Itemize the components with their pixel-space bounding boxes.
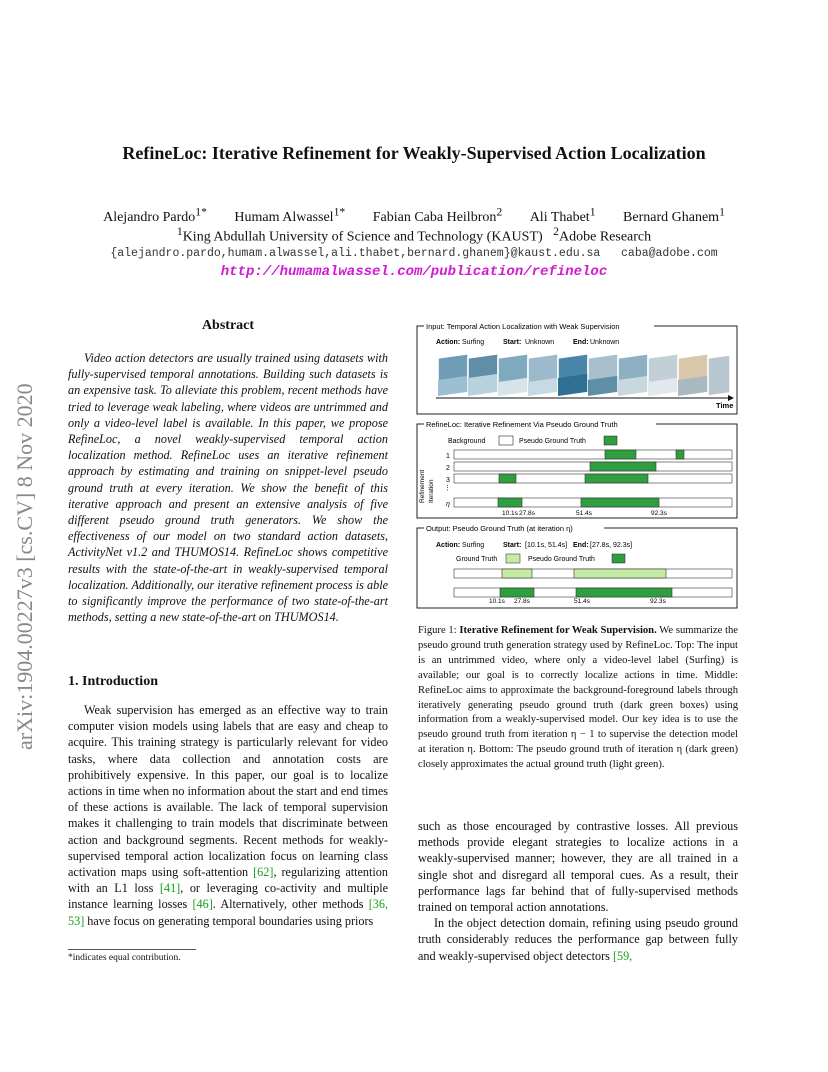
svg-text:Action:: Action: — [436, 339, 461, 346]
svg-text:27.8s: 27.8s — [519, 510, 535, 517]
svg-text:Start:: Start: — [503, 339, 522, 346]
svg-text:End:: End: — [573, 339, 589, 346]
input-panel-title: Input: Temporal Action Localization with Weak Supervision — [426, 322, 620, 331]
svg-text:92.3s: 92.3s — [651, 510, 667, 517]
svg-text:Unknown: Unknown — [525, 339, 555, 346]
svg-text:End:: End: — [573, 542, 589, 549]
figure-caption: Figure 1: Iterative Refinement for Weak Supervision. We summarize the pseudo ground truth generation strategy used by RefineLoc. Top: The input is an untrimmed video, where only a video-level label (Surfing) is available; our goal is to correctly localize actions in time. Middle: RefineLoc aims to approximate the background-foreground labels through iteratively generating pseudo ground truth (dark green boxes) using information from a weakly-supervised model. Our key idea is to use the pseudo ground truth from iteration η − 1 to supervise the detection model at iteration η. Bottom: The pseudo ground truth of iteration η (dark green) closely approximates the actual ground truth (light green). — [418, 625, 738, 771]
iteration-rows — [454, 450, 732, 507]
pseudo-gt-segment — [581, 498, 659, 507]
pseudo-gt-segment — [605, 450, 636, 459]
output-panel-title: Output: Pseudo Ground Truth (at iteration η) — [426, 524, 573, 533]
svg-text:⋮: ⋮ — [444, 485, 451, 492]
svg-text:[27.8s, 92.3s]: [27.8s, 92.3s] — [590, 542, 633, 549]
affiliations: $^1$King Abdullah University of Science and Technology (KAUST) $^2$Adobe Research — [176, 225, 652, 245]
timeline-track — [454, 450, 732, 459]
svg-text:Pseudo Ground Truth: Pseudo Ground Truth — [528, 556, 595, 563]
author-list — [0, 205, 828, 226]
paper-title: RefineLoc: Iterative Refinement for Weakly-Supervised Action Localization — [122, 143, 706, 163]
citation-link[interactable]: [62] — [253, 865, 274, 880]
svg-text:Time: Time — [716, 401, 734, 410]
ground-truth-segment — [502, 569, 532, 578]
svg-text:Background: Background — [448, 438, 486, 445]
footnote-rule — [68, 949, 196, 950]
figure-1 — [416, 318, 738, 614]
right-column-body: such as those encouraged by contrastive losses. All previous methods provide elegant strategies to localize actions in a weakly-supervised manner; however, they are all trained in a single shot and disregard all temporal cues. As a result, their performance lags far behind that of fully-supervised methods trained on temporal action annotations. In the object detection domain, refining using pseudo ground truth considerably reduces the performance gap between fully and weakly-supervised object detectors [59, — [418, 819, 738, 963]
svg-text:10.1s: 10.1s — [489, 598, 505, 605]
arxiv-stamp: arXiv:1904.00227v3 [cs.CV] 8 Nov 2020 — [12, 383, 37, 750]
abstract-body: Video action detectors are usually trained using datasets with fully-supervised temporal annotations. Building such datasets is an expensive task. To alleviate this problem, recent methods have tried to leverage weak labeling, where videos are untrimmed and only a video-level label is available. In this paper, we propose RefineLoc, a novel weakly-supervised temporal action localization method. RefineLoc uses an iterative refinement approach by estimating and training on snippet-level pseudo ground truth at every iteration. We show the benefit of this iterative approach and present an extensive analysis of five different pseudo ground truth generators. We show the effectiveness of our model on two standard action datasets, ActivityNet v1.2 and THUMOS14. RefineLoc shows competitive results with the state-of-the-art in weakly-supervised temporal localization. Additionally, our iterative refinement process is able to significantly improve the performance of two state-of-the-art methods, setting a new state-of-the-art on THUMOS14. — [68, 351, 388, 625]
pseudo-gt-segment — [498, 498, 522, 507]
svg-text:Action:: Action: — [436, 542, 461, 549]
citation-link[interactable]: [36, 53] — [68, 897, 388, 928]
section-heading-introduction: 1. Introduction — [68, 674, 158, 689]
author: Bernard Ghanem$^1$ — [623, 205, 725, 225]
introduction-body: Weak supervision has emerged as an effective way to train computer vision models using labels that are easy and cheap to acquire. This training strategy is particularly relevant for video tasks, where data collection and annotation costs are prohibitively expensive. In this paper, our goal is to localize actions in time when no information about the start and end times of these actions is available. The lack of temporal supervision makes it challenging to train models that discriminate between action and background segments. Recent methods for weakly-supervised temporal action localization focus on learning class activation maps using soft-attention [62], regularizing attention with an L1 loss [41], or leveraging co-activity and multiple instance learning losses [46]. Alternatively, other methods [36, 53] have focus on generating temporal boundaries using priors — [68, 703, 388, 928]
svg-text:η: η — [446, 501, 450, 508]
svg-text:27.8s: 27.8s — [514, 598, 530, 605]
pseudo-gt-segment — [499, 474, 516, 483]
citation-link[interactable]: [59, — [612, 948, 633, 963]
pseudo-gt-segment — [590, 462, 656, 471]
pseudo-gt-segment — [676, 450, 684, 459]
svg-text:51.4s: 51.4s — [574, 598, 590, 605]
svg-text:92.3s: 92.3s — [650, 598, 666, 605]
video-frames — [438, 354, 730, 396]
svg-text:Surfing: Surfing — [462, 542, 485, 549]
author: Ali Thabet$^1$ — [529, 205, 596, 225]
svg-text:Unknown: Unknown — [590, 339, 620, 346]
pseudo-gt-segment — [585, 474, 648, 483]
pseudo-gt-segment — [500, 588, 534, 597]
svg-text:Ground Truth: Ground Truth — [456, 556, 498, 563]
svg-text:[10.1s, 51.4s]: [10.1s, 51.4s] — [525, 542, 568, 549]
author: Humam Alwassel$^{1*}$ — [234, 205, 346, 225]
pseudo-gt-segment — [576, 588, 672, 597]
svg-text:Pseudo Ground Truth: Pseudo Ground Truth — [519, 438, 586, 445]
author: Alejandro Pardo$^{1*}$ — [103, 205, 207, 225]
svg-text:10.1s: 10.1s — [502, 510, 518, 517]
citation-link[interactable]: [46] — [192, 897, 213, 912]
svg-text:Start:: Start: — [503, 542, 522, 549]
svg-text:Surfing: Surfing — [462, 339, 485, 346]
svg-text:Iteration: Iteration — [428, 479, 435, 503]
svg-text:3: 3 — [446, 477, 450, 484]
author-emails: {alejandro.pardo,humam.alwassel,ali.thabet,bernard.ghanem}@kaust.edu.sa caba@adobe.com — [110, 247, 718, 260]
project-url[interactable]: http://humamalwassel.com/publication/refineloc — [220, 264, 608, 280]
svg-text:Refinement: Refinement — [419, 469, 426, 503]
author: Fabian Caba Heilbron$^2$ — [372, 205, 503, 225]
ground-truth-segment — [574, 569, 666, 578]
citation-link[interactable]: [41] — [159, 881, 181, 896]
svg-text:2: 2 — [446, 465, 450, 472]
svg-text:1: 1 — [446, 453, 450, 460]
refine-panel-title: RefineLoc: Iterative Refinement Via Pseudo Ground Truth — [426, 420, 618, 429]
output-rows — [454, 569, 732, 597]
footnote: *indicates equal contribution. — [68, 953, 181, 963]
abstract-heading: Abstract — [201, 318, 255, 333]
svg-text:51.4s: 51.4s — [576, 510, 592, 517]
